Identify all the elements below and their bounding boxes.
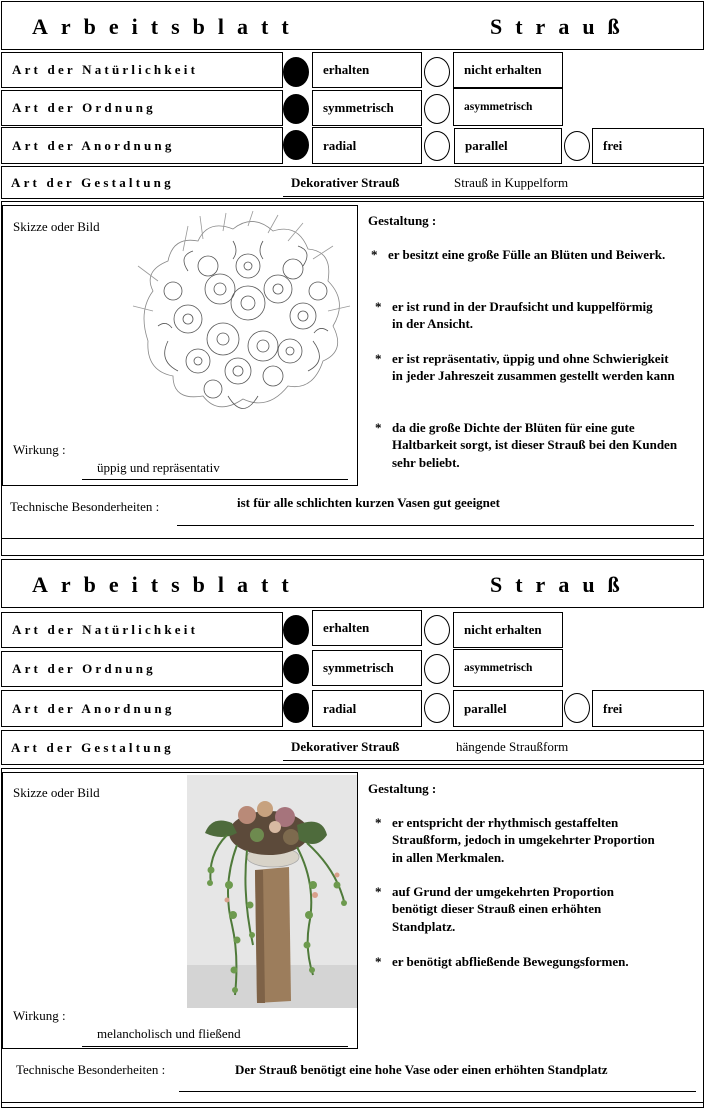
gestaltung-heading: Gestaltung : — [368, 781, 437, 796]
bullet-text: er besitzt eine große Fülle an Blüten und Beiwerk. — [388, 247, 666, 262]
bullet-text: er ist repräsentativ, üppig und ohne Schwierigkeit in jeder Jahreszeit zusammen gestellt werden kann — [392, 351, 675, 384]
bullet-item — [375, 298, 675, 338]
radio-frei[interactable] — [564, 131, 590, 161]
row-label-gestaltung: Art der Gestaltung — [11, 739, 174, 755]
radio-nicht-erhalten[interactable] — [424, 57, 450, 87]
option-symmetrisch: symmetrisch — [312, 650, 422, 686]
tech-underline — [177, 525, 694, 526]
row-label-ordnung: Art der Ordnung — [1, 90, 283, 126]
option-radial: radial — [312, 127, 422, 164]
radio-asymmetrisch[interactable] — [424, 94, 450, 124]
row-label-natuerlichkeit: Art der Natürlichkeit — [1, 612, 283, 648]
separator-line — [2, 1102, 703, 1103]
option-erhalten: erhalten — [312, 610, 422, 646]
tech-underline — [179, 1091, 696, 1092]
bullet-star: * — [375, 954, 382, 969]
option-parallel: parallel — [453, 690, 563, 727]
radio-parallel[interactable] — [424, 131, 450, 161]
bullet-text: auf Grund der umgekehrten Proportion benötigt dieser Strauß einen erhöhten Standplatz. — [392, 884, 614, 934]
bullet-star: * — [375, 299, 382, 314]
bullet-text: er benötigt abfließende Bewegungsformen. — [392, 954, 629, 969]
bullet-item — [375, 953, 695, 973]
content-box — [1, 201, 704, 556]
bullet-star: * — [375, 351, 382, 366]
bullet-star: * — [375, 815, 382, 830]
radio-asymmetrisch[interactable] — [424, 654, 450, 684]
tech-label: Technische Besonderheiten : — [10, 499, 160, 514]
option-frei: frei — [592, 128, 704, 164]
content-box — [1, 768, 704, 1108]
radio-nicht-erhalten[interactable] — [424, 615, 450, 645]
gestaltung-value-2: hängende Straußform — [456, 739, 569, 754]
radio-frei[interactable] — [564, 693, 590, 723]
title-right: Strauß — [490, 14, 633, 39]
radio-radial[interactable] — [283, 130, 309, 160]
bullet-star: * — [375, 420, 382, 435]
radio-parallel[interactable] — [424, 693, 450, 723]
bullet-item — [375, 419, 685, 479]
radio-symmetrisch[interactable] — [283, 94, 309, 124]
row-label-anordnung: Art der Anordnung — [1, 127, 283, 164]
wirkung-label: Wirkung : — [13, 442, 66, 457]
gestaltung-value-1: Dekorativer Strauß — [291, 175, 400, 190]
wirkung-value: üppig und repräsentativ — [97, 460, 220, 475]
bullet-star: * — [375, 884, 382, 899]
option-frei: frei — [592, 690, 704, 727]
option-erhalten: erhalten — [312, 52, 422, 88]
bullet-text: er entspricht der rhythmisch gestaffelten Straußform, jedoch in umgekehrter Proportion in allen Merkmalen. — [392, 815, 655, 865]
bullet-text: da die große Dichte der Blüten für eine gute Haltbarkeit sorgt, ist dieser Strauß bei den Kunden sehr beliebt. — [392, 420, 678, 470]
sketch-label: Skizze oder Bild — [13, 219, 100, 234]
bullet-item — [375, 350, 685, 410]
radio-symmetrisch[interactable] — [283, 654, 309, 684]
title-left: Arbeitsblatt — [32, 14, 302, 39]
bullet-item — [371, 246, 671, 286]
title-bar — [1, 559, 704, 608]
radio-radial[interactable] — [283, 693, 309, 723]
tech-value: ist für alle schlichten kurzen Vasen gut geeignet — [237, 495, 501, 510]
title-bar — [1, 1, 704, 50]
hanging-bouquet-photo — [187, 775, 357, 1008]
option-parallel: parallel — [454, 128, 562, 164]
tech-label: Technische Besonderheiten : — [16, 1062, 166, 1077]
sketch-box — [2, 772, 358, 1049]
bullet-text: er ist rund in der Draufsicht und kuppelförmig in der Ansicht. — [392, 299, 653, 332]
title-left: Arbeitsblatt — [32, 572, 302, 597]
option-asymmetrisch: asymmetrisch — [453, 88, 563, 126]
wirkung-underline — [82, 1046, 348, 1047]
tech-value: Der Strauß benötigt eine hohe Vase oder einen erhöhten Standplatz — [235, 1062, 608, 1077]
sketch-box — [2, 205, 358, 486]
option-symmetrisch: symmetrisch — [312, 90, 422, 126]
title-right: Strauß — [490, 572, 633, 597]
gestaltung-underline — [283, 196, 704, 197]
gestaltung-value-1: Dekorativer Strauß — [291, 739, 400, 754]
row-label-natuerlichkeit: Art der Natürlichkeit — [1, 52, 283, 88]
wirkung-label: Wirkung : — [13, 1008, 66, 1023]
radio-erhalten[interactable] — [283, 57, 309, 87]
bouquet-drawing-image — [128, 211, 353, 426]
row-label-anordnung: Art der Anordnung — [1, 690, 283, 727]
gestaltung-heading: Gestaltung : — [368, 213, 437, 228]
sketch-label: Skizze oder Bild — [13, 785, 100, 800]
wirkung-underline — [82, 479, 348, 480]
gestaltung-value-2: Strauß in Kuppelform — [454, 175, 569, 190]
option-asymmetrisch: asymmetrisch — [453, 649, 563, 687]
row-label-gestaltung: Art der Gestaltung — [11, 174, 174, 190]
bullet-item — [375, 883, 675, 939]
separator-line — [2, 538, 703, 539]
option-radial: radial — [312, 690, 422, 727]
row-label-ordnung: Art der Ordnung — [1, 651, 283, 687]
wirkung-value: melancholisch und fließend — [97, 1026, 241, 1041]
radio-erhalten[interactable] — [283, 615, 309, 645]
bullet-item — [375, 814, 675, 870]
option-nicht-erhalten: nicht erhalten — [453, 52, 563, 88]
bullet-star: * — [371, 247, 378, 262]
gestaltung-underline — [283, 760, 704, 761]
option-nicht-erhalten: nicht erhalten — [453, 612, 563, 648]
